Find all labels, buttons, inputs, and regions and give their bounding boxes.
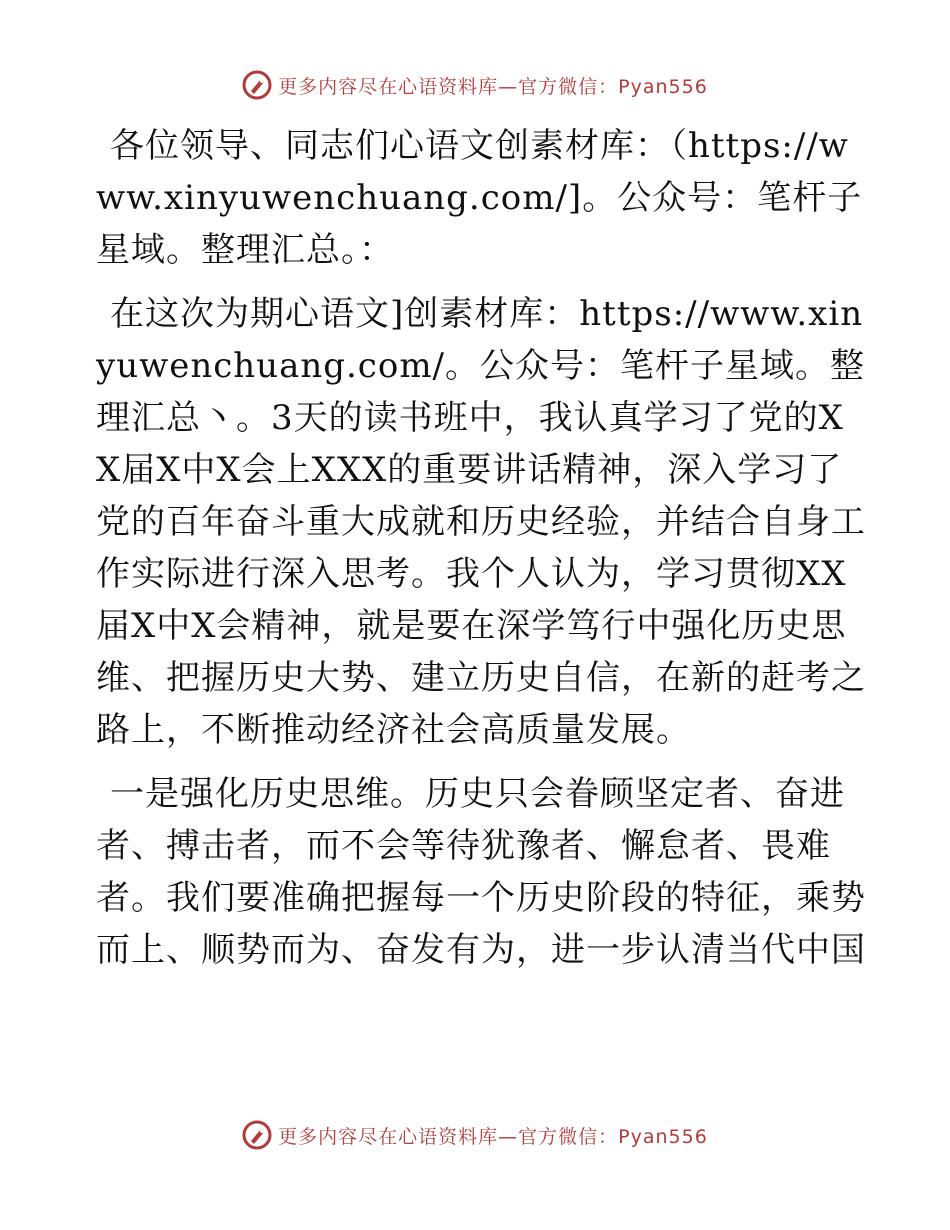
watermark-text: 更多内容尽在心语资料库—官方微信：Pyan556 — [278, 1125, 708, 1148]
watermark-text: 更多内容尽在心语资料库—官方微信：Pyan556 — [278, 75, 708, 98]
header-watermark-banner — [0, 70, 950, 100]
document-body — [96, 120, 866, 988]
paragraph-point-one: 一是强化历史思维。历史只会眷顾坚定者、奋进者、搏击者，而不会等待犹豫者、懈怠者、畏难者。我们要准确把握每一个历史阶段的特征，乘势而上、顺势而为、奋发有为，进一步认清当代中国 — [96, 774, 866, 970]
footer-watermark-banner — [0, 1120, 950, 1150]
paragraph-opening: 各位领导、同志们心语文创素材库：（https://www.xinyuwenchuang.com/]。公众号：笔杆子星域。整理汇总。： — [96, 126, 863, 270]
pen-nib-icon — [242, 70, 272, 100]
paragraph-reading-class: 在这次为期心语文]创素材库：https://www.xinyuwenchuang.com/。公众号：笔杆子星域。整理汇总丶。3天的读书班中，我认真学习了党的XX届X中X会上XXX的重要讲话精神，深入学习了党的百年奋斗重大成就和历史经验，并结合自身工作实际进行深入思考。我个人认为，学习贯彻XX届X中X会精神，就是要在深学笃行中强化历史思维、把握历史大势、建立历史自信，在新的赶考之路上，不断推动经济社会高质量发展。 — [96, 294, 866, 750]
pen-nib-icon — [242, 1120, 272, 1150]
